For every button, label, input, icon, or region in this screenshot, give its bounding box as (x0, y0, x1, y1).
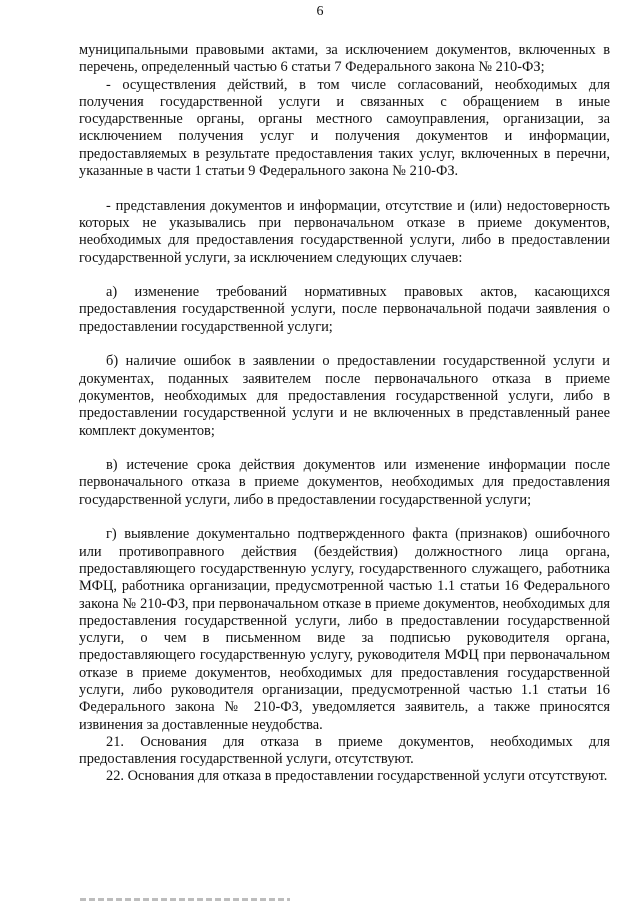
paragraph-actions: - осуществления действий, в том числе согласований, необходимых для получения государственной услуги и связанных с обращением в иные государственные органы, органы местного самоуправления, организации, за исключением получения услуг и получения документов и информации, предоставляемых в результате предоставления таких услуг, включенных в перечни, указанные в части 1 статьи 9 Федерального закона № 210-ФЗ. (79, 76, 610, 180)
paragraph-documents: - представления документов и информации, отсутствие и (или) недостоверность которых не указывались при первоначальном отказе в приеме документов, необходимых для предоставления государственной услуги, либо в предоставлении государственной услуги, за исключением следующих случаев: (79, 197, 610, 266)
paragraph-21: 21. Основания для отказа в приеме документов, необходимых для предоставления государственной услуги, отсутствуют. (79, 733, 610, 768)
paragraph-continuation: муниципальными правовыми актами, за исключением документов, включенных в перечень, определенный частью 6 статьи 7 Федерального закона № 210-ФЗ; (79, 42, 610, 76)
paragraph-22: 22. Основания для отказа в предоставлении государственной услуги отсутствуют. (106, 768, 608, 785)
paragraph-case-b: б) наличие ошибок в заявлении о предоставлении государственной услуги и документах, поданных заявителем после первоначального отказа в приеме документов, необходимых для предоставления государственной услуги, либо в предоставлении государственной услуги и не включенных в представленный ранее комплект документов; (79, 353, 610, 439)
paragraph-case-c: в) истечение срока действия документов или изменение информации после первоначального отказа в приеме документов, необходимых для предоставления государственной услуги, либо в предоставлении государственной услуги; (79, 457, 610, 508)
paragraph-case-d: г) выявление документально подтвержденного факта (признаков) ошибочного или противоправного действия (бездействия) должностного лица органа, предоставляющего государственную услугу, государственного служащего, работника МФЦ, работника организации, предусмотренной частью 1.1 статьи 16 Федерального закона № 210-ФЗ, при первоначальном отказе в приеме документов, необходимых для предоставления государственной услуги, либо в предоставлении государственной услуги, о чем в письменном виде за подписью руководителя органа, предоставляющего государственную услугу, руководителя МФЦ при первоначальном отказе в приеме документов, необходимых для предоставления государственной услуги, либо руководителя организации, предусмотренной частью 1.1 статьи 16 Федерального закона № 210-ФЗ, уведомляется заявитель, а также приносятся извинения за доставленные неудобства. (79, 526, 610, 733)
document-body (79, 42, 610, 786)
paragraph-case-a: а) изменение требований нормативных правовых актов, касающихся предоставления государственной услуги, после первоначальной подачи заявления о предоставлении государственной услуги; (79, 284, 610, 335)
page-number: 6 (316, 4, 324, 19)
footer-scan-mark (80, 898, 290, 901)
